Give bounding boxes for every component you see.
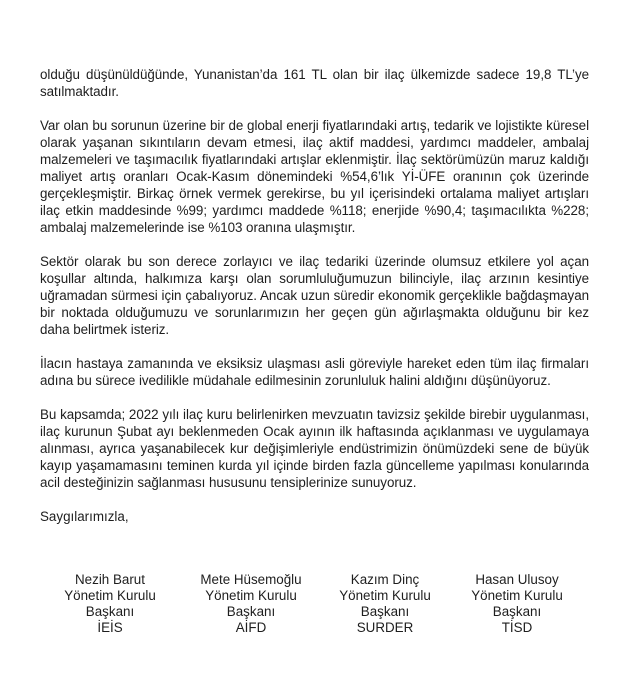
signatory xyxy=(181,572,321,636)
signatory xyxy=(447,572,587,636)
signatory-name: Nezih Barut xyxy=(75,572,145,587)
signatory-title: Başkanı xyxy=(360,604,410,619)
signatory-title: Yönetim Kurulu xyxy=(205,588,297,603)
signatory-title: Yönetim Kurulu xyxy=(471,588,563,603)
signatory-title: Başkanı xyxy=(226,604,276,619)
signatory xyxy=(40,572,180,636)
signatory-organization: AİFD xyxy=(235,620,267,635)
paragraph-price-comparison: olduğu düşünüldüğünde, Yunanistan’da 161 TL olan bir ilaç ülkemizde sadece 19,8 TL’ye satılmaktadır. xyxy=(40,67,589,99)
paragraph-cost-increases: Var olan bu sorunun üzerine bir de global enerji fiyatlarındaki artış, tedarik ve lojistikte küresel olarak yaşanan sıkıntıların devam etmesi, ilaç aktif maddesi, yardımcı maddeler, ambalaj malzemeleri ve taşımacılık fiyatlarındaki artışlar eklenmiştir. İlaç sektörümüzün maruz kaldığı maliyet artış oranları Ocak-Kasım dönemindeki %54,6’lık Yİ-ÜFE oranının çok üzerinde gerçekleşmiştir. Birkaç örnek vermek gerekirse, bu yıl içerisindeki ortalama maliyet artışları ilaç etkin maddesinde %99; yardımcı maddede %118; enerjide %90,4; taşımacılıkta %228; ambalaj malzemelerinde ise %103 oranına ulaşmıştır. xyxy=(40,118,589,235)
signatory-name: Mete Hüsemoğlu xyxy=(200,572,302,587)
paragraph-requests: Bu kapsamda; 2022 yılı ilaç kuru belirlenirken mevzuatın tavizsiz şekilde birebir uygulanması, ilaç kurunun Şubat ayı beklenmeden Ocak ayının ilk haftasında açıklanması ve uygulamaya alınması, ayrıca yaşanabilecek kur değişimleriyle endüstrimizin önümüzdeki sene de büyük kayıp yaşamamasını teminen kurda yıl içinde birden fazla güncelleme yapılması konularında acil desteğinizin sağlanması hususunu tensiplerinize sunuyoruz. xyxy=(40,407,589,490)
closing-salutation: Saygılarımızla, xyxy=(40,509,129,524)
signatory-name: Kazım Dinç xyxy=(350,572,420,587)
signatory-title: Başkanı xyxy=(85,604,135,619)
paragraph-urgent-intervention: İlacın hastaya zamanında ve eksiksiz ulaşması asli göreviyle hareket eden tüm ilaç firmaları adına bu sürece ivedilikle müdahale edilmesinin zorunluluk halini aldığını düşünüyoruz. xyxy=(40,356,589,388)
signatory-organization: SURDER xyxy=(356,620,414,635)
signatory-name: Hasan Ulusoy xyxy=(475,572,559,587)
signatory-title: Yönetim Kurulu xyxy=(64,588,156,603)
signature-block xyxy=(0,572,629,642)
signatory-organization: TİSD xyxy=(501,620,533,635)
signatory-organization: İEİS xyxy=(97,620,123,635)
signatory-title: Yönetim Kurulu xyxy=(339,588,431,603)
signatory-title: Başkanı xyxy=(492,604,542,619)
paragraph-sector-efforts: Sektör olarak bu son derece zorlayıcı ve ilaç tedariki üzerinde olumsuz etkilere yol açan koşullar altında, halkımıza karşı olan sorumluluğumuzun bilinciyle, ilaç arzının kesintiye uğramadan sürmesi için çabalıyoruz. Ancak uzun süredir ekonomik gerçeklikle bağdaşmayan bir noktada olduğumuzu ve sorunlarımızın her geçen gün ağırlaşmakta olduğunu bir kez daha belirtmek isteriz. xyxy=(40,254,589,337)
letter-body xyxy=(40,66,589,525)
signatory xyxy=(315,572,455,636)
